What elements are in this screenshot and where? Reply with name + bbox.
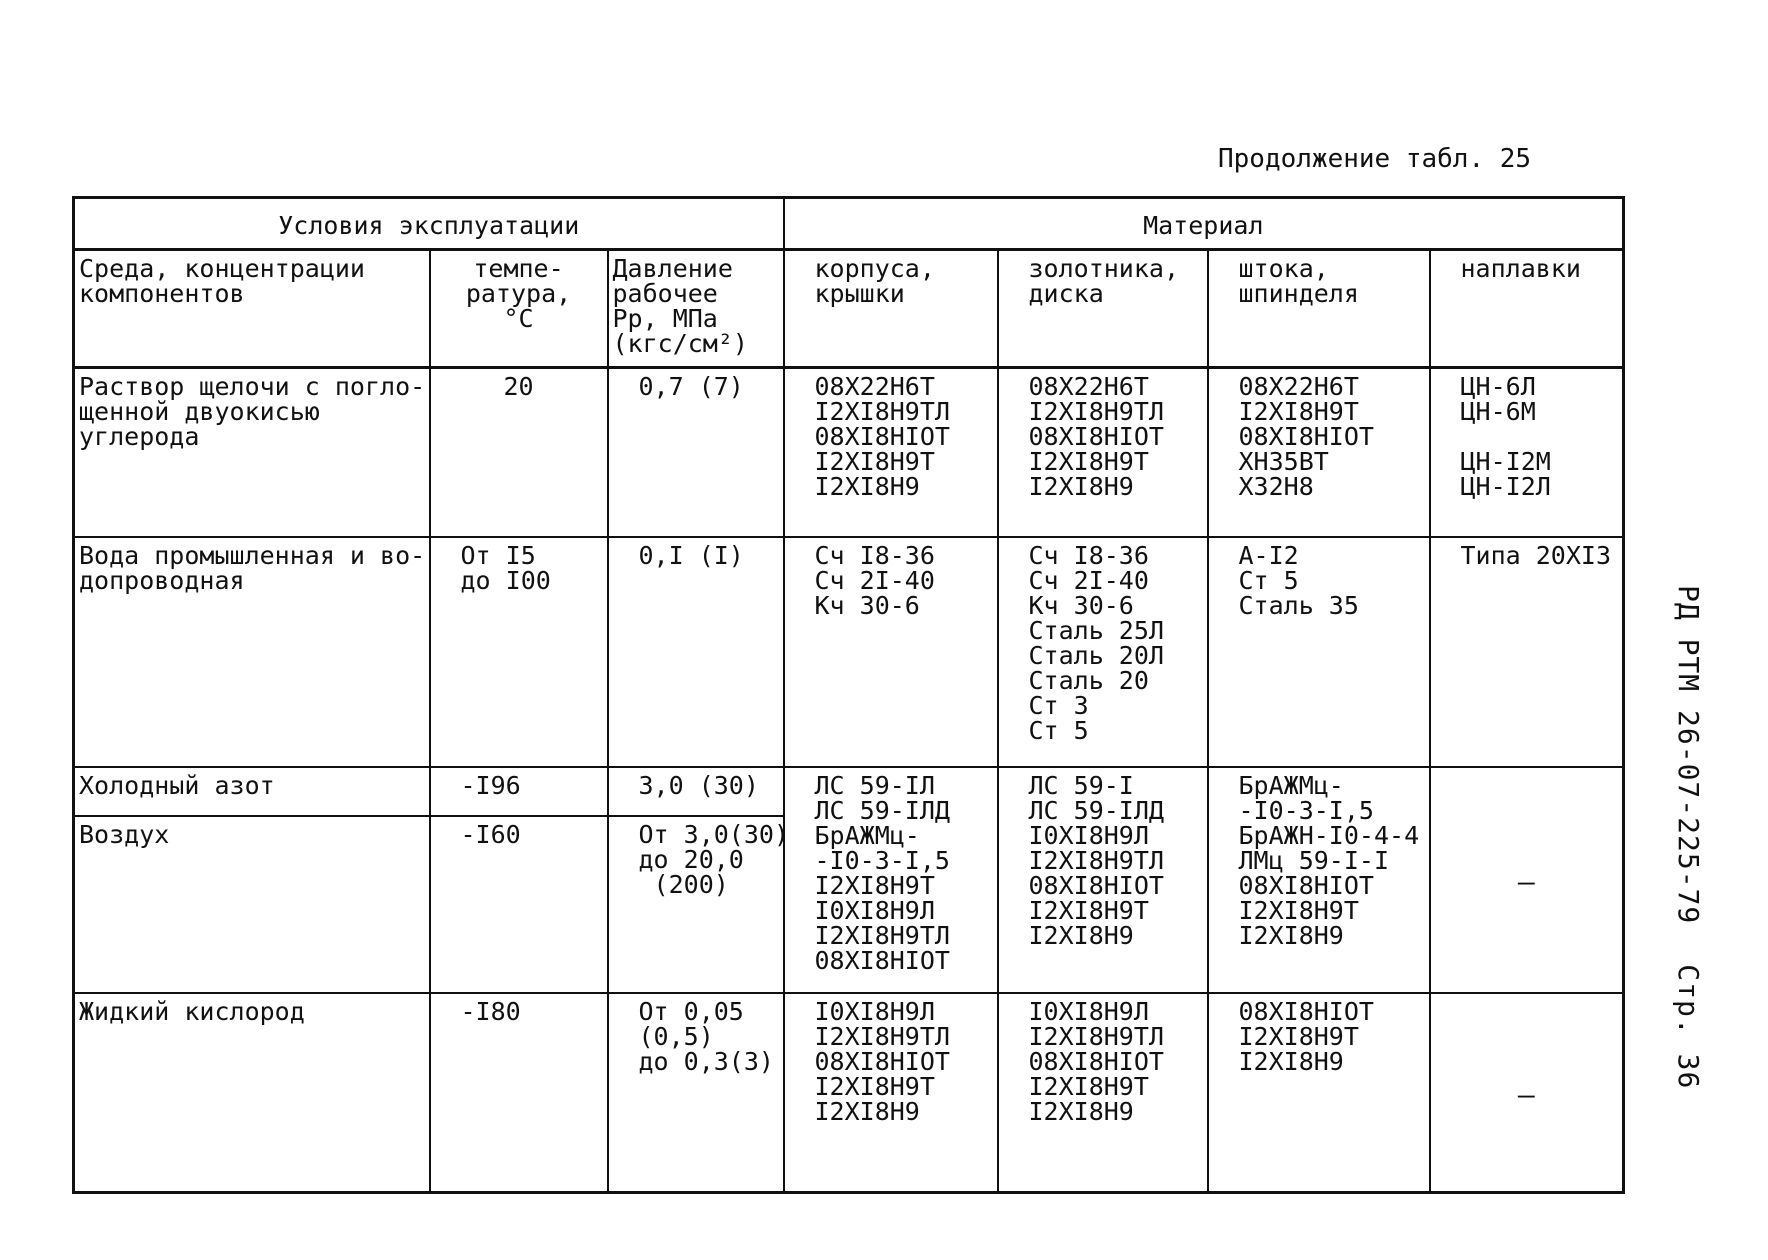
cell-pressure: От 0,05 (0,5) до 0,3(3) bbox=[608, 993, 784, 1193]
cell-cladding-material: – bbox=[1430, 767, 1624, 993]
cell-stem-material: 08Х22Н6Т I2XI8H9T 08XI8HIOT XH35BT X32H8 bbox=[1208, 368, 1430, 538]
table-row bbox=[74, 993, 1624, 1193]
cell-cladding-material: Типа 20XI3 bbox=[1430, 537, 1624, 767]
column-header-medium: Среда, концентрации компонентов bbox=[74, 250, 430, 368]
cell-temperature: -I96 bbox=[430, 767, 608, 816]
cell-body-material: Сч I8-36 Сч 2I-40 Кч 30-6 bbox=[784, 537, 998, 767]
cell-medium: Вода промышленная и во- допроводная bbox=[74, 537, 430, 767]
column-header-row bbox=[74, 250, 1624, 368]
cell-medium: Жидкий кислород bbox=[74, 993, 430, 1193]
materials-table bbox=[72, 196, 1625, 1194]
cell-spool-material: 08Х22Н6Т I2XI8H9TЛ 08XI8HIOT I2XI8H9T I2XI8H9 bbox=[998, 368, 1208, 538]
cell-pressure: 0,7 (7) bbox=[608, 368, 784, 538]
column-header-body: корпуса, крышки bbox=[784, 250, 998, 368]
page-number: Стр. 36 bbox=[1672, 964, 1705, 1090]
cell-medium: Раствор щелочи с погло- щенной двуокисью углерода bbox=[74, 368, 430, 538]
table-caption: Продолжение табл. 25 bbox=[1218, 144, 1532, 174]
cell-spool-material: ЛС 59-I ЛС 59-IЛД I0XI8H9Л I2XI8H9TЛ 08XI8HIOT I2XI8H9T I2XI8H9 bbox=[998, 767, 1208, 993]
cell-temperature: -I60 bbox=[430, 816, 608, 993]
cell-pressure: 3,0 (30) bbox=[608, 767, 784, 816]
cell-temperature: 20 bbox=[430, 368, 608, 538]
group-header-row bbox=[74, 198, 1624, 250]
cell-stem-material: БрАЖМц- -I0-3-I,5 БрАЖН-I0-4-4 ЛМц 59-I-I 08XI8HIOT I2XI8H9T I2XI8H9 bbox=[1208, 767, 1430, 993]
cell-spool-material: Сч I8-36 Сч 2I-40 Кч 30-6 Сталь 25Л Сталь 20Л Сталь 20 Ст 3 Ст 5 bbox=[998, 537, 1208, 767]
column-header-pressure: Давление рабочее Рр, МПа (кгс/см²) bbox=[608, 250, 784, 368]
table-row bbox=[74, 537, 1624, 767]
document-code: РД РТМ 26-07-225-79 bbox=[1672, 585, 1705, 925]
column-header-cladding: наплавки bbox=[1430, 250, 1624, 368]
table-row bbox=[74, 368, 1624, 538]
cell-cladding-material: ЦН-6Л ЦН-6М ЦН-I2M ЦН-I2Л bbox=[1430, 368, 1624, 538]
column-header-spool: золотника, диска bbox=[998, 250, 1208, 368]
cell-spool-material: I0XI8H9Л I2XI8H9TЛ 08XI8HIOT I2XI8H9T I2XI8H9 bbox=[998, 993, 1208, 1193]
cell-pressure: От 3,0(30) до 20,0 (200) bbox=[608, 816, 784, 993]
cell-body-material: ЛС 59-IЛ ЛС 59-IЛД БрАЖМц- -I0-3-I,5 I2XI8H9T I0XI8H9Л I2XI8H9TЛ 08XI8HIOT bbox=[784, 767, 998, 993]
cell-body-material: 08Х22Н6Т I2XI8H9TЛ 08XI8HIOT I2XI8H9T I2XI8H9 bbox=[784, 368, 998, 538]
table-row bbox=[74, 767, 1624, 816]
column-header-temperature: темпе- ратура, °С bbox=[430, 250, 608, 368]
cell-medium: Холодный азот bbox=[74, 767, 430, 816]
document-sidebar-label bbox=[1672, 585, 1705, 1089]
group-header-conditions: Условия эксплуатации bbox=[74, 198, 784, 250]
cell-cladding-material: – bbox=[1430, 993, 1624, 1193]
group-header-material: Материал bbox=[784, 198, 1624, 250]
cell-stem-material: 08XI8HIOT I2XI8H9T I2XI8H9 bbox=[1208, 993, 1430, 1193]
cell-body-material: I0XI8H9Л I2XI8H9TЛ 08XI8HIOT I2XI8H9T I2XI8H9 bbox=[784, 993, 998, 1193]
column-header-stem: штока, шпинделя bbox=[1208, 250, 1430, 368]
cell-medium: Воздух bbox=[74, 816, 430, 993]
cell-temperature: От I5 до I00 bbox=[430, 537, 608, 767]
cell-temperature: -I80 bbox=[430, 993, 608, 1193]
cell-pressure: 0,I (I) bbox=[608, 537, 784, 767]
cell-stem-material: А-I2 Ст 5 Сталь 35 bbox=[1208, 537, 1430, 767]
